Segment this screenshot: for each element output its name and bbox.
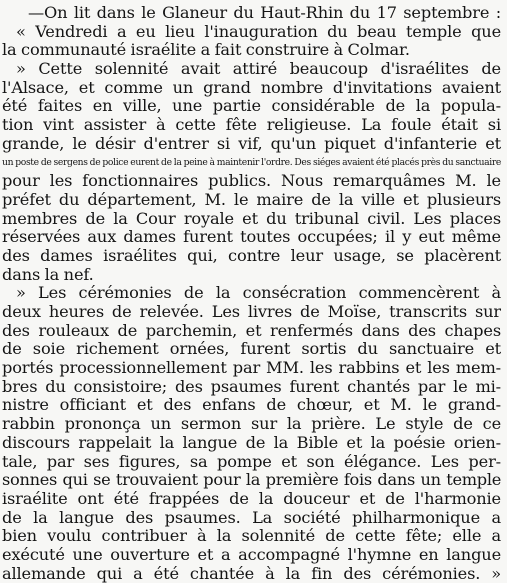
article-line: rabbin prononça un sermon sur la prière. Le style de ce: [2, 415, 501, 434]
article-line: discours rappelait la langue de la Bible et la poésie orien-: [2, 433, 501, 452]
article-line: de soie richement ornées, furent sortis du sanctuaire et: [2, 340, 501, 359]
article-line: exécuté une ouverture et a accompagné l'hymne en langue: [2, 545, 501, 564]
article-line: —On lit dans le Glaneur du Haut-Rhin du 17 septembre :: [28, 4, 501, 22]
article-line: sonnes qui se trouvaient pour la première fois dans un temple: [2, 471, 501, 490]
article-line: tale, par ses figures, sa pompe et son élégance. Les per-: [2, 452, 501, 471]
article-line: « Vendredi a eu lieu l'inauguration du beau temple que: [16, 22, 501, 41]
article-line: l'Alsace, et comme un grand nombre d'invitations avaient: [2, 78, 501, 97]
article-line: des rouleaux de parchemin, et renfermés dans des chapes: [2, 321, 501, 340]
article-line: pour les fonctionnaires publics. Nous remarquâmes M. le: [2, 172, 501, 191]
article-line: bien voulu contribuer à la solennité de cette fête; elle a: [2, 527, 501, 546]
article-line: de la langue des psaumes. La société philharmonique a: [2, 508, 501, 527]
article-line: israélite ont été frappées de la douceur et de l'harmonie: [2, 489, 501, 508]
article-line: » Les cérémonies de la consécration commencèrent à: [16, 284, 501, 303]
article-line: un poste de sergens de police eurent de la peine à maintenir l'ordre. Des siéges avaient été placés près du sanctuaire: [2, 156, 501, 168]
article-line: des dames israélites qui, contre leur usage, se placèrent: [2, 246, 501, 265]
article-line: deux heures de relevée. Les livres de Moïse, transcrits sur: [2, 303, 501, 321]
article-line: » Cette solennité avait attiré beaucoup d'israélites de: [16, 60, 501, 79]
article-line: grande, le désir d'entrer si vif, qu'un piquet d'infanterie et: [2, 134, 501, 153]
article-line: portés processionnellement par MM. les rabbins et les mem-: [2, 359, 501, 378]
article-line: membres de la Cour royale et du tribunal civil. Les places: [2, 209, 501, 228]
article-line: préfet du département, M. le maire de la ville et plusieurs: [2, 190, 501, 209]
article-line: nistre officiant et des enfans de chœur, et M. le grand-: [2, 396, 501, 415]
article-line: la communauté israélite a fait construire à Colmar.: [2, 41, 410, 60]
article-line: dans la nef.: [2, 265, 94, 284]
article-line: bres du consistoire; des psaumes furent chantés par le mi-: [2, 377, 501, 396]
article-line: été faites en ville, une partie considérable de la popula-: [2, 97, 501, 116]
article-line: allemande qui a été chantée à la fin des cérémonies. »: [2, 564, 501, 583]
article-line: réservées aux dames furent toutes occupées; il y eut même: [2, 228, 501, 247]
article-line: tion vint assister à cette fête religieuse. La foule était si: [2, 116, 501, 135]
